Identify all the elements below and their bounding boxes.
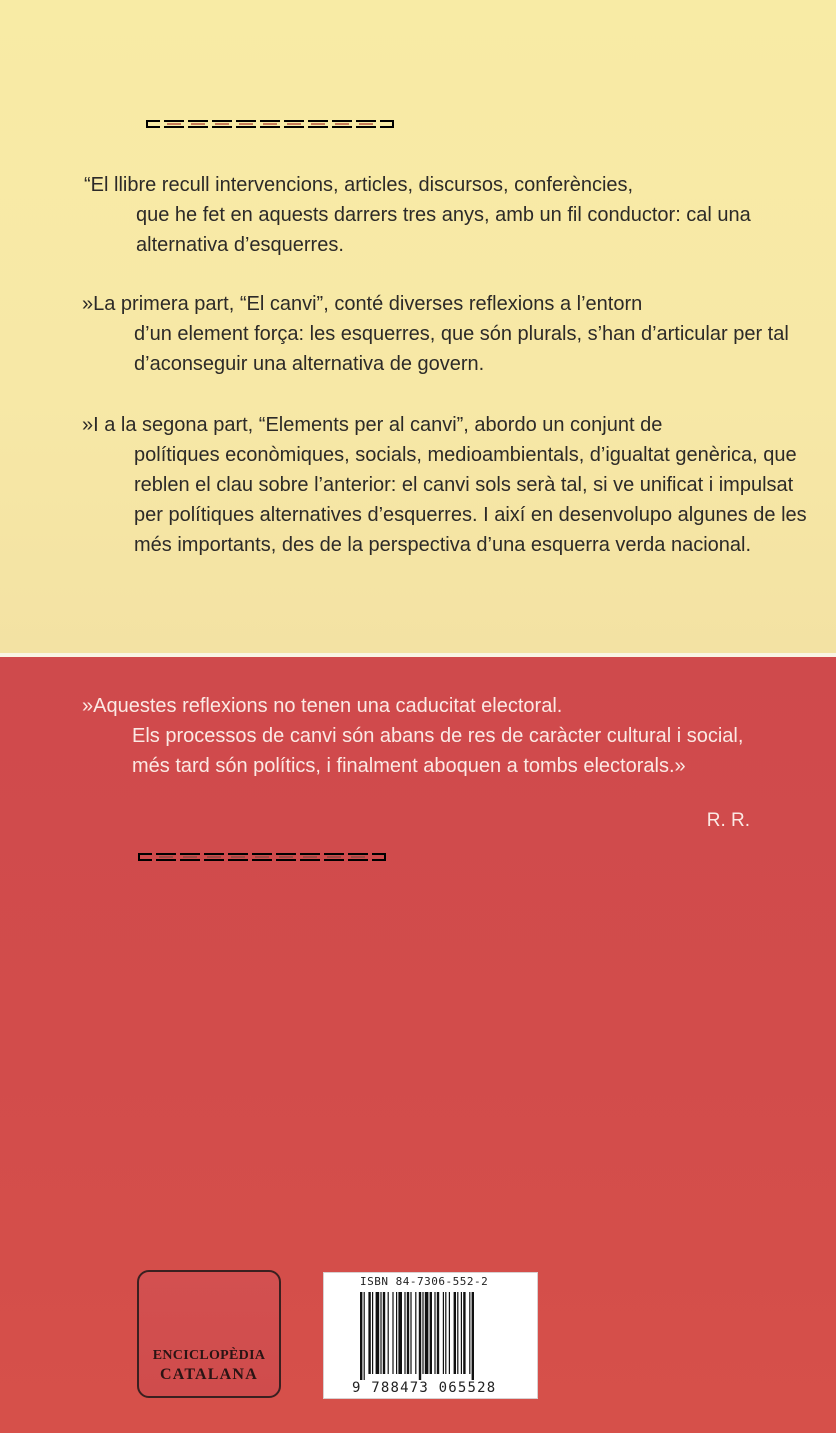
closing-quote: [82, 691, 782, 781]
paragraph-1-body: que he fet en aquests darrers tres anys, amb un fil conductor: cal una alternativa d’esquerres.: [136, 204, 751, 256]
publisher-name-line-1: ENCICLOPÈDIA: [152, 1348, 266, 1363]
paragraph-3-body: polítiques econòmiques, socials, medioambientals, d’igualtat genèrica, que reblen el clau sobre l’anterior: el canvi sols serà tal, si ve unificat i impulsat per polítiques alternatives d’esquerres. I així en desenvolupo algunes de les més importants, des de la perspectiva d’una esquerra verda nacional.: [134, 444, 807, 556]
isbn-text: ISBN 84-7306-552-2: [360, 1275, 489, 1288]
top-ornament: [146, 120, 394, 128]
closing-quote-body: Els processos de canvi són abans de res de caràcter cultural i social, més tard són polítics, i finalment aboquen a tombs electorals.»: [132, 725, 744, 777]
barcode-bars: [360, 1292, 510, 1380]
author-signature: R. R.: [706, 810, 750, 831]
paragraph-2-first-line: »La primera part, “El canvi”, conté diverses reflexions a l’entorn: [82, 293, 643, 315]
paragraph-2-body: d’un element força: les esquerres, que són plurals, s’han d’articular per tal d’aconseguir una alternativa de govern.: [134, 323, 789, 375]
paragraph-3: [82, 410, 812, 560]
publisher-name-line-2: CATALANA: [160, 1366, 258, 1383]
publisher-name: [139, 1346, 279, 1384]
bottom-ornament: [138, 853, 386, 861]
publisher-logo: [137, 1270, 281, 1398]
paragraph-2: [82, 289, 812, 379]
paragraph-1-first-line: “El llibre recull intervencions, articles, discursos, conferències,: [84, 174, 634, 196]
paragraph-1: [84, 170, 804, 260]
barcode-label: [323, 1272, 538, 1399]
paragraph-3-first-line: »I a la segona part, “Elements per al canvi”, abordo un conjunt de: [82, 414, 663, 436]
closing-quote-first-line: »Aquestes reflexions no tenen una caducitat electoral.: [82, 695, 563, 717]
ean-number: 9 788473 065528: [352, 1380, 497, 1396]
